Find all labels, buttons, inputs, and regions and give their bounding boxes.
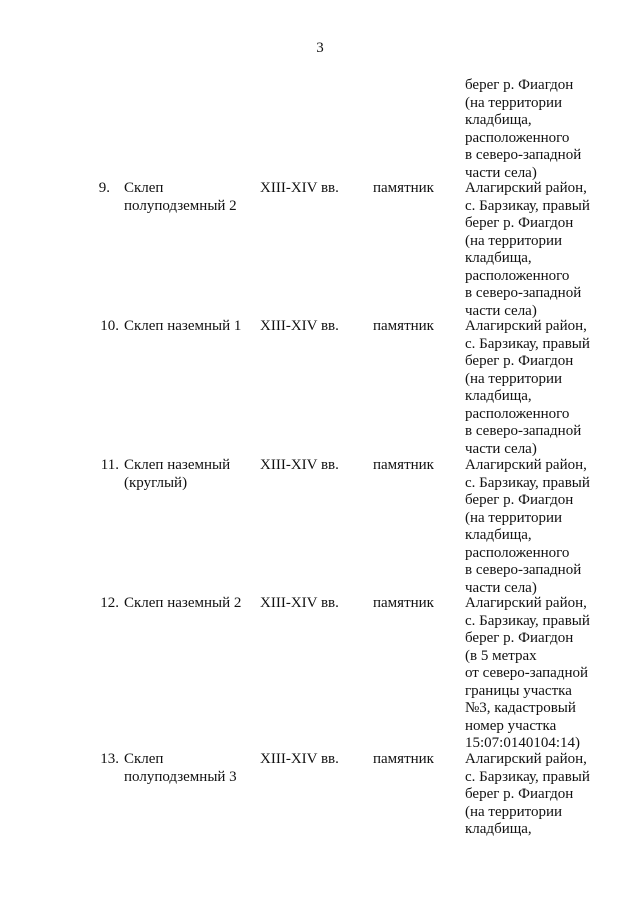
location-line: расположенного — [465, 405, 570, 422]
period: XIII-XIV вв. — [260, 180, 339, 196]
location-line: от северо-западной — [465, 665, 589, 681]
period: XIII-XIV вв. — [260, 751, 339, 767]
location-line: берег р. Фиагдон — [465, 77, 574, 93]
location-line: (на территории — [465, 94, 563, 111]
location-line: кладбища, — [465, 112, 532, 128]
location-line: с. Барзикау, правый — [465, 474, 590, 491]
location-line: (на территории — [465, 370, 563, 387]
location-line: в северо-западной — [465, 285, 582, 301]
object-name — [124, 180, 259, 215]
period: XIII-XIV вв. — [260, 318, 339, 334]
location-line: (в 5 метрах — [465, 647, 537, 664]
name-line: Склеп наземный 2 — [124, 595, 242, 611]
row-number: 10. — [100, 318, 119, 334]
location-line: части села) — [465, 579, 537, 596]
location-line: берег р. Фиагдон — [465, 786, 574, 802]
category: памятник — [373, 457, 434, 473]
name-line: Склеп наземный — [124, 457, 231, 473]
category: памятник — [373, 751, 434, 767]
object-name — [124, 318, 259, 336]
location-line: кладбища, — [465, 250, 532, 266]
location-line: №3, кадастровый — [465, 700, 576, 716]
location — [465, 318, 625, 458]
location-line: границы участка — [465, 682, 572, 699]
location-line: части села) — [465, 440, 537, 457]
location-line: части села) — [465, 164, 537, 181]
name-line: Склеп — [124, 180, 164, 196]
location-line: Алагирский район, — [465, 318, 587, 334]
location-line: с. Барзикау, правый — [465, 335, 590, 352]
location-line: берег р. Фиагдон — [465, 215, 574, 231]
location-line: с. Барзикау, правый — [465, 768, 590, 785]
location-line: (на территории — [465, 803, 563, 820]
location-line: кладбища, — [465, 527, 532, 543]
continued-location-cell — [465, 77, 625, 182]
category: памятник — [373, 180, 434, 196]
location-line: номер участка — [465, 717, 557, 734]
name-line: Склеп — [124, 751, 164, 767]
location-line: берег р. Фиагдон — [465, 353, 574, 369]
location-line: с. Барзикау, правый — [465, 612, 590, 629]
location-line: берег р. Фиагдон — [465, 630, 574, 646]
location-line: кладбища, — [465, 388, 532, 404]
location-line: расположенного — [465, 267, 570, 284]
location-line: (на территории — [465, 232, 563, 249]
object-name — [124, 457, 259, 492]
location-line: Алагирский район, — [465, 751, 587, 767]
period: XIII-XIV вв. — [260, 595, 339, 611]
location-line: расположенного — [465, 544, 570, 561]
location — [465, 595, 625, 753]
object-name — [124, 595, 259, 613]
location-line: Алагирский район, — [465, 457, 587, 473]
row-number: 11. — [100, 457, 119, 473]
location — [465, 751, 625, 839]
name-line: полуподземный 3 — [124, 768, 237, 785]
page-number: 3 — [316, 40, 324, 56]
location-line: части села) — [465, 302, 537, 319]
location-line: кладбища, — [465, 821, 532, 837]
location-line: (на территории — [465, 509, 563, 526]
object-name — [124, 751, 259, 786]
category: памятник — [373, 595, 434, 611]
category: памятник — [373, 318, 434, 334]
period: XIII-XIV вв. — [260, 457, 339, 473]
name-line: Склеп наземный 1 — [124, 318, 242, 334]
location — [465, 180, 625, 320]
name-line: полуподземный 2 — [124, 197, 237, 214]
row-number: 9. — [98, 180, 110, 196]
location-line: в северо-западной — [465, 562, 582, 578]
row-number: 13. — [100, 751, 119, 767]
location-line: в северо-западной — [465, 423, 582, 439]
location-line: с. Барзикау, правый — [465, 197, 590, 214]
location-line: расположенного — [465, 129, 570, 146]
location — [465, 457, 625, 597]
location-line: Алагирский район, — [465, 595, 587, 611]
name-line: (круглый) — [124, 474, 188, 491]
location-line: Алагирский район, — [465, 180, 587, 196]
location-line: в северо-западной — [465, 147, 582, 163]
row-number: 12. — [100, 595, 119, 611]
location-line: берег р. Фиагдон — [465, 492, 574, 508]
location-line: 15:07:0140104:14) — [465, 735, 580, 751]
